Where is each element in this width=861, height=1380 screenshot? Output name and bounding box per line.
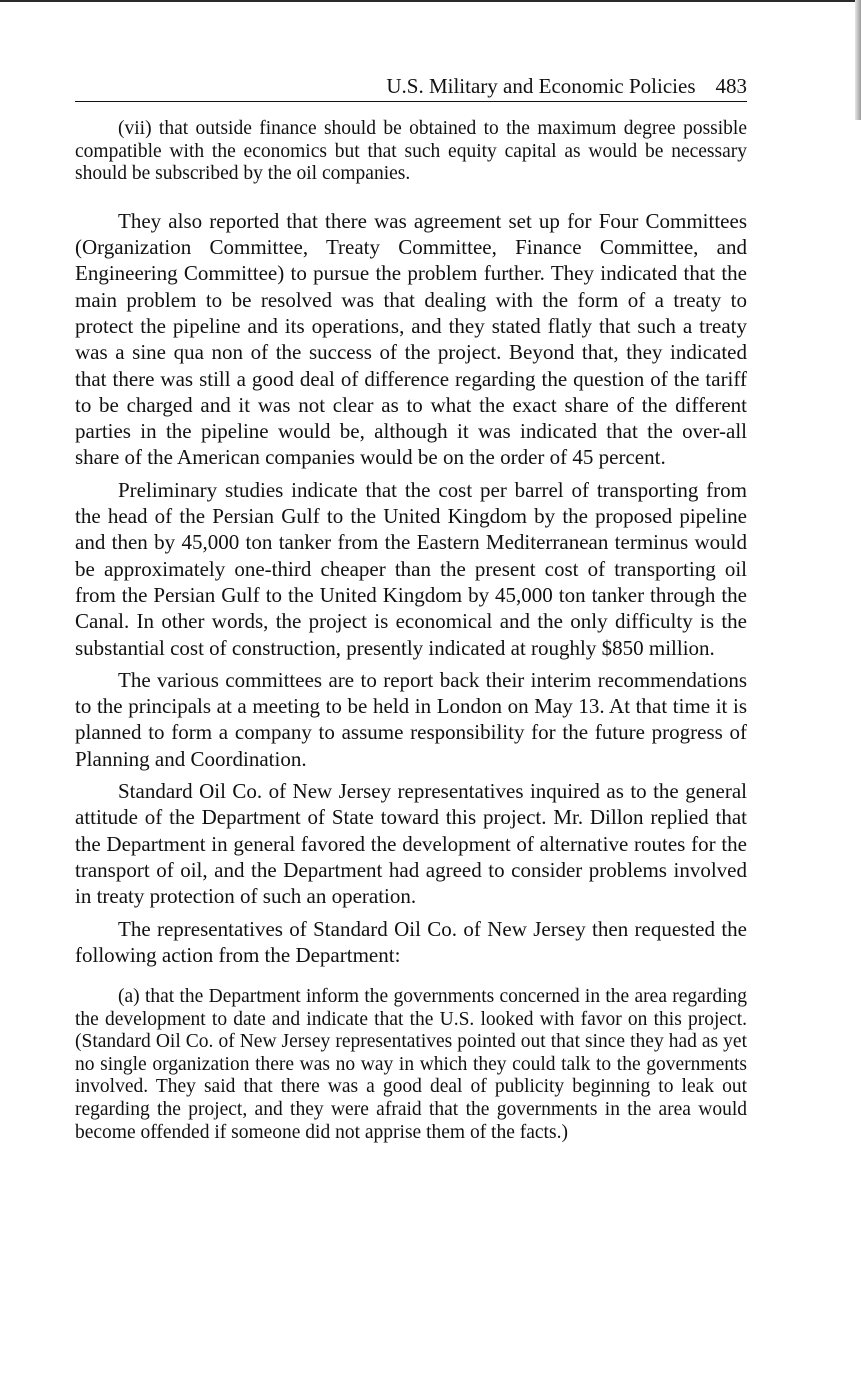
paragraph-committees-reported: They also reported that there was agreement set up for Four Committees (Organization Committee, Treaty Committee, Finance Committee, and Engineering Committee) to pursue the problem further. They indicated that the main problem to be resolved was that dealing with the form of a treaty to protect the pipeline and its operations, and they stated flatly that such a treaty was a sine qua non of the success of the project. Beyond that, they indicated that there was still a good deal of difference regarding the question of the tariff to be charged and it was not clear as to what the exact share of the different parties in the pipeline would be, although it was indicated that the over-all share of the American companies would be on the order of 45 percent. bbox=[75, 208, 747, 470]
extract-item-vii: (vii) that outside finance should be obtained to the maximum degree possible compatible with the economics but that such equity capital as would be necessary should be subscribed by the oil companies. bbox=[75, 118, 747, 185]
paragraph-preliminary-studies: Preliminary studies indicate that the cost per barrel of transporting from the head of the Persian Gulf to the United Kingdom by the proposed pipeline and then by 45,000 ton tanker from the Eastern Mediterranean terminus would be approximately one-third cheaper than the present cost of transporting oil from the Persian Gulf to the United Kingdom by 45,000 ton tanker through the Canal. In other words, the project is economical and the only difficulty is the substantial cost of construction, presently indicated at roughly $850 million. bbox=[75, 477, 747, 660]
page-top-edge bbox=[0, 0, 861, 2]
running-title: U.S. Military and Economic Policies bbox=[386, 74, 696, 98]
paragraph-requested-action: The representatives of Standard Oil Co. of New Jersey then requested the following action from the Department: bbox=[75, 916, 747, 967]
book-page bbox=[75, 74, 747, 1144]
paragraph-committee-reports: The various committees are to report back their interim recommendations to the principals at a meeting to be held in London on May 13. At that time it is planned to form a company to assume responsibility for the future progress of Planning and Coordination. bbox=[75, 667, 747, 771]
extract-item-a: (a) that the Department inform the governments concerned in the area regarding the development to date and indicate that the U.S. looked with favor on this project. (Standard Oil Co. of New Jersey representatives pointed out that since they had as yet no single organization there was no way in which they could talk to the governments involved. They said that there was a good deal of publicity beginning to leak out regarding the project, and they were afraid that the governments in the area would become offended if someone did not apprise them of the facts.) bbox=[75, 986, 747, 1143]
running-header bbox=[75, 74, 747, 102]
page-right-edge-shadow bbox=[855, 0, 861, 120]
page-number: 483 bbox=[715, 74, 747, 98]
paragraph-department-attitude: Standard Oil Co. of New Jersey representatives inquired as to the general attitude of the Department of State toward this project. Mr. Dillon replied that the Department in general favored the development of alternative routes for the transport of oil, and the Department had agreed to consider problems involved in treaty protection of such an operation. bbox=[75, 779, 747, 909]
